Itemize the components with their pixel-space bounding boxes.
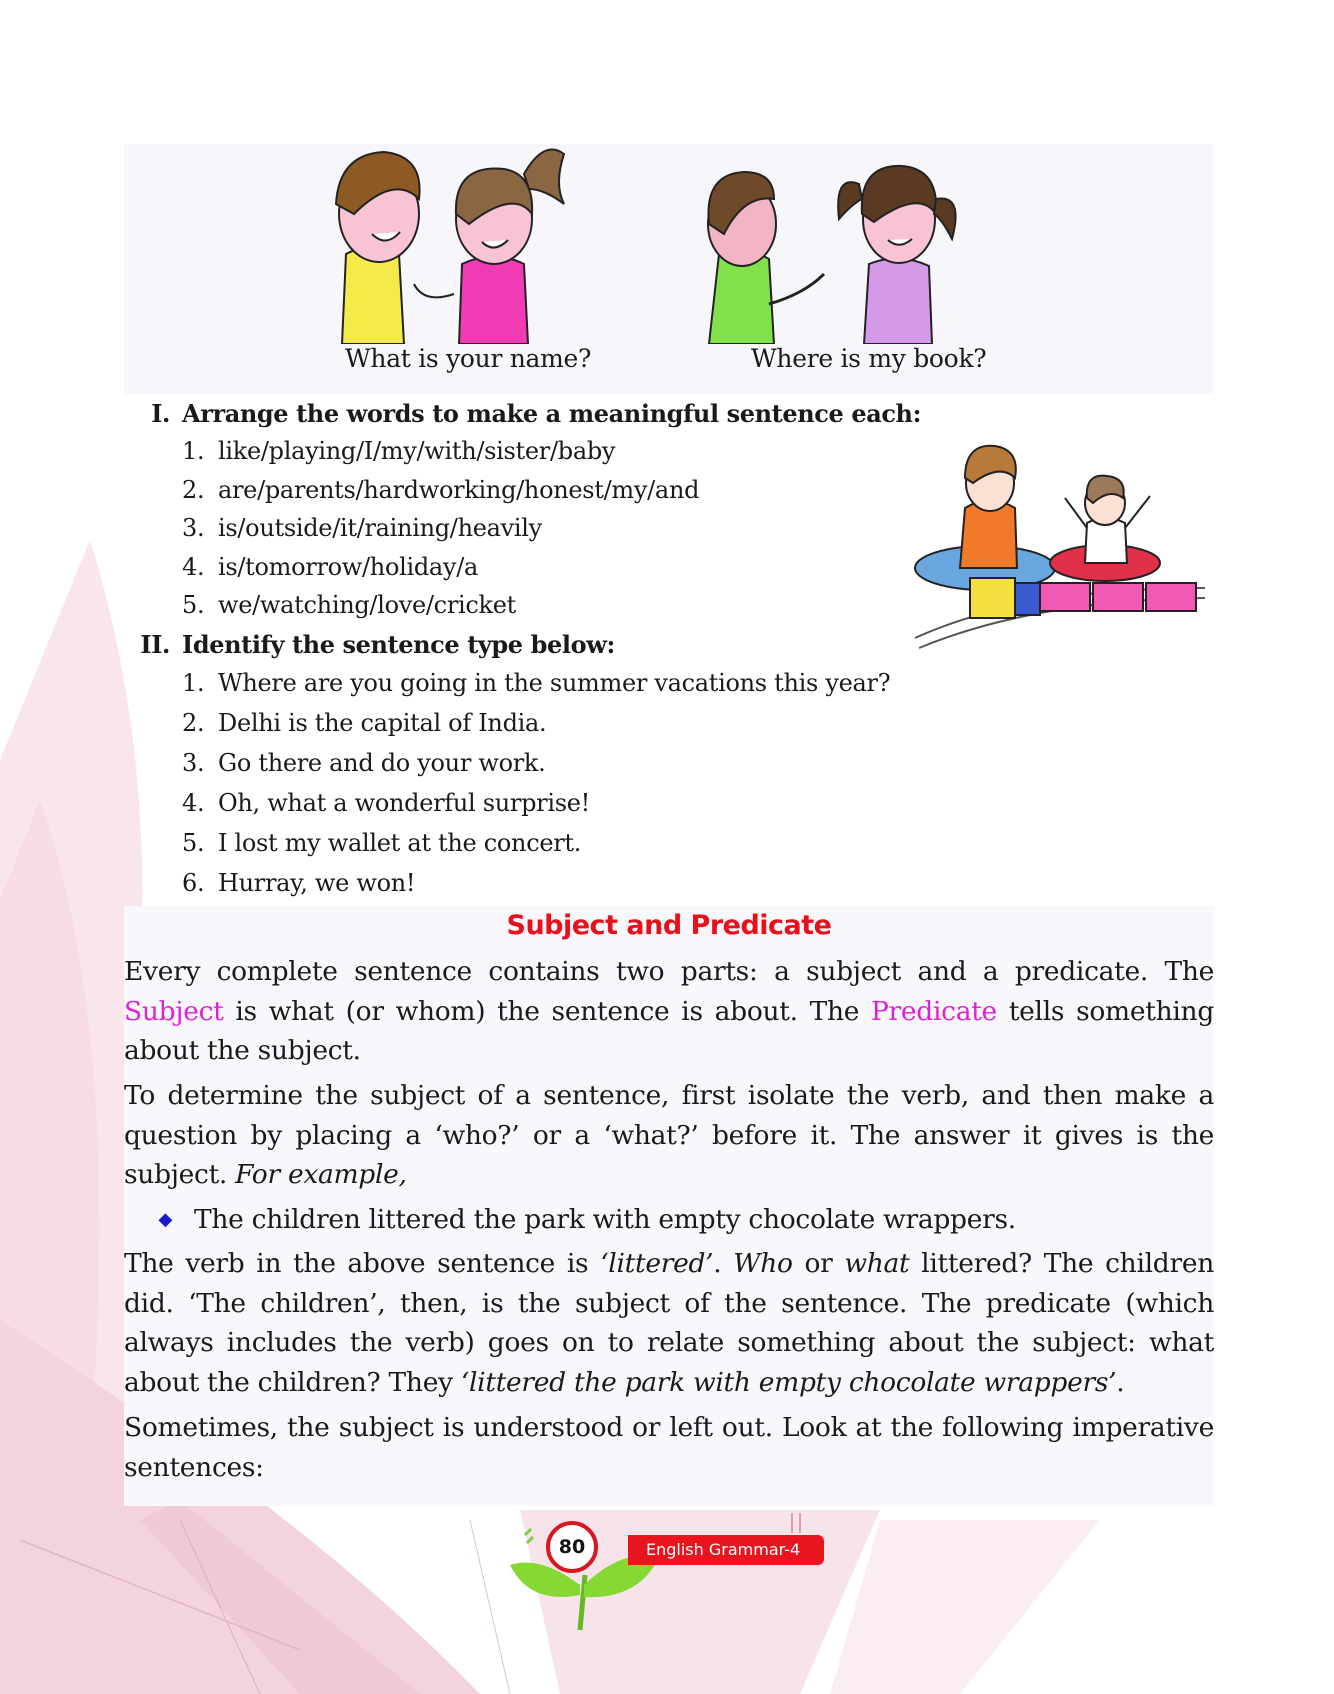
paragraph-determine-subject: To determine the subject of a sentence, first isolate the verb, and then make a question by placing a ‘who?’ or a ‘what?’ before it. The answer it gives is the subject. For example, [124, 1080, 1214, 1190]
subject-predicate-section [124, 906, 1214, 1506]
book-title-banner: English Grammar-4 [628, 1535, 824, 1565]
exercise-1-item: 5. we/watching/love/cricket [182, 591, 517, 619]
conversation-illustration-panel [124, 144, 1214, 394]
exercise-1-item: 3. is/outside/it/raining/heavily [182, 514, 542, 542]
exercise-1-item: 2. are/parents/hardworking/honest/my/and [182, 476, 700, 504]
exercise-2-item: 1. Where are you going in the summer vacations this year? [182, 669, 891, 697]
exercise-2-item: 6. Hurray, we won! [182, 869, 416, 897]
exercise-2-item: 4. Oh, what a wonderful surprise! [182, 789, 590, 817]
boy-yellow-shirt [336, 152, 420, 344]
exercise-2-item: 3. Go there and do your work. [182, 749, 546, 777]
boy-green-shirt [708, 172, 824, 344]
girl-purple-shirt [838, 166, 955, 344]
paragraph-explanation: The verb in the above sentence is ‘littered’. Who or what littered? The children did. ‘The children’, then, is the subject of the sentence. The predicate (which always includes the verb) goes on to relate something about the subject: what about the children? They ‘littered the park with empty chocolate wrappers’. [124, 1248, 1214, 1398]
subject-term: Subject [124, 995, 224, 1027]
exercise-2-heading: II. Identify the sentence type below: [126, 630, 615, 659]
exercise-2-item: 5. I lost my wallet at the concert. [182, 829, 582, 857]
exercise-1-item: 1. like/playing/I/my/with/sister/baby [182, 437, 616, 465]
section-title: Subject and Predicate [506, 910, 832, 941]
girl-pink-shirt [414, 150, 564, 345]
exercise-1-item: 4. is/tomorrow/holiday/a [182, 553, 478, 581]
children-talking-illustration [124, 144, 1214, 344]
paragraph-definition: Every complete sentence contains two parts: a subject and a predicate. The Subject is what (or whom) the sentence is about. The Predicate tells something about the subject. [124, 956, 1214, 1066]
example-bullet: ◆ The children littered the park with empty chocolate wrappers. [124, 1204, 1214, 1235]
exercise-2-roman: II. [140, 630, 170, 659]
sprout-leaf-icon [480, 1505, 860, 1635]
page-footer [480, 1505, 860, 1635]
diamond-bullet-icon: ◆ [158, 1209, 172, 1230]
page-number-badge: 80 [546, 1521, 598, 1573]
children-playing-toy-train-illustration [905, 438, 1205, 658]
exercise-1-roman: I. [151, 399, 170, 428]
caption-what-is-your-name: What is your name? [345, 344, 592, 373]
exercise-1-heading: I. Arrange the words to make a meaningful sentence each: [126, 399, 921, 428]
predicate-term: Predicate [871, 995, 997, 1027]
exercise-2-item: 2. Delhi is the capital of India. [182, 709, 547, 737]
paragraph-imperative: Sometimes, the subject is understood or left out. Look at the following imperative sentences: [124, 1412, 1214, 1483]
caption-where-is-my-book: Where is my book? [751, 344, 987, 373]
